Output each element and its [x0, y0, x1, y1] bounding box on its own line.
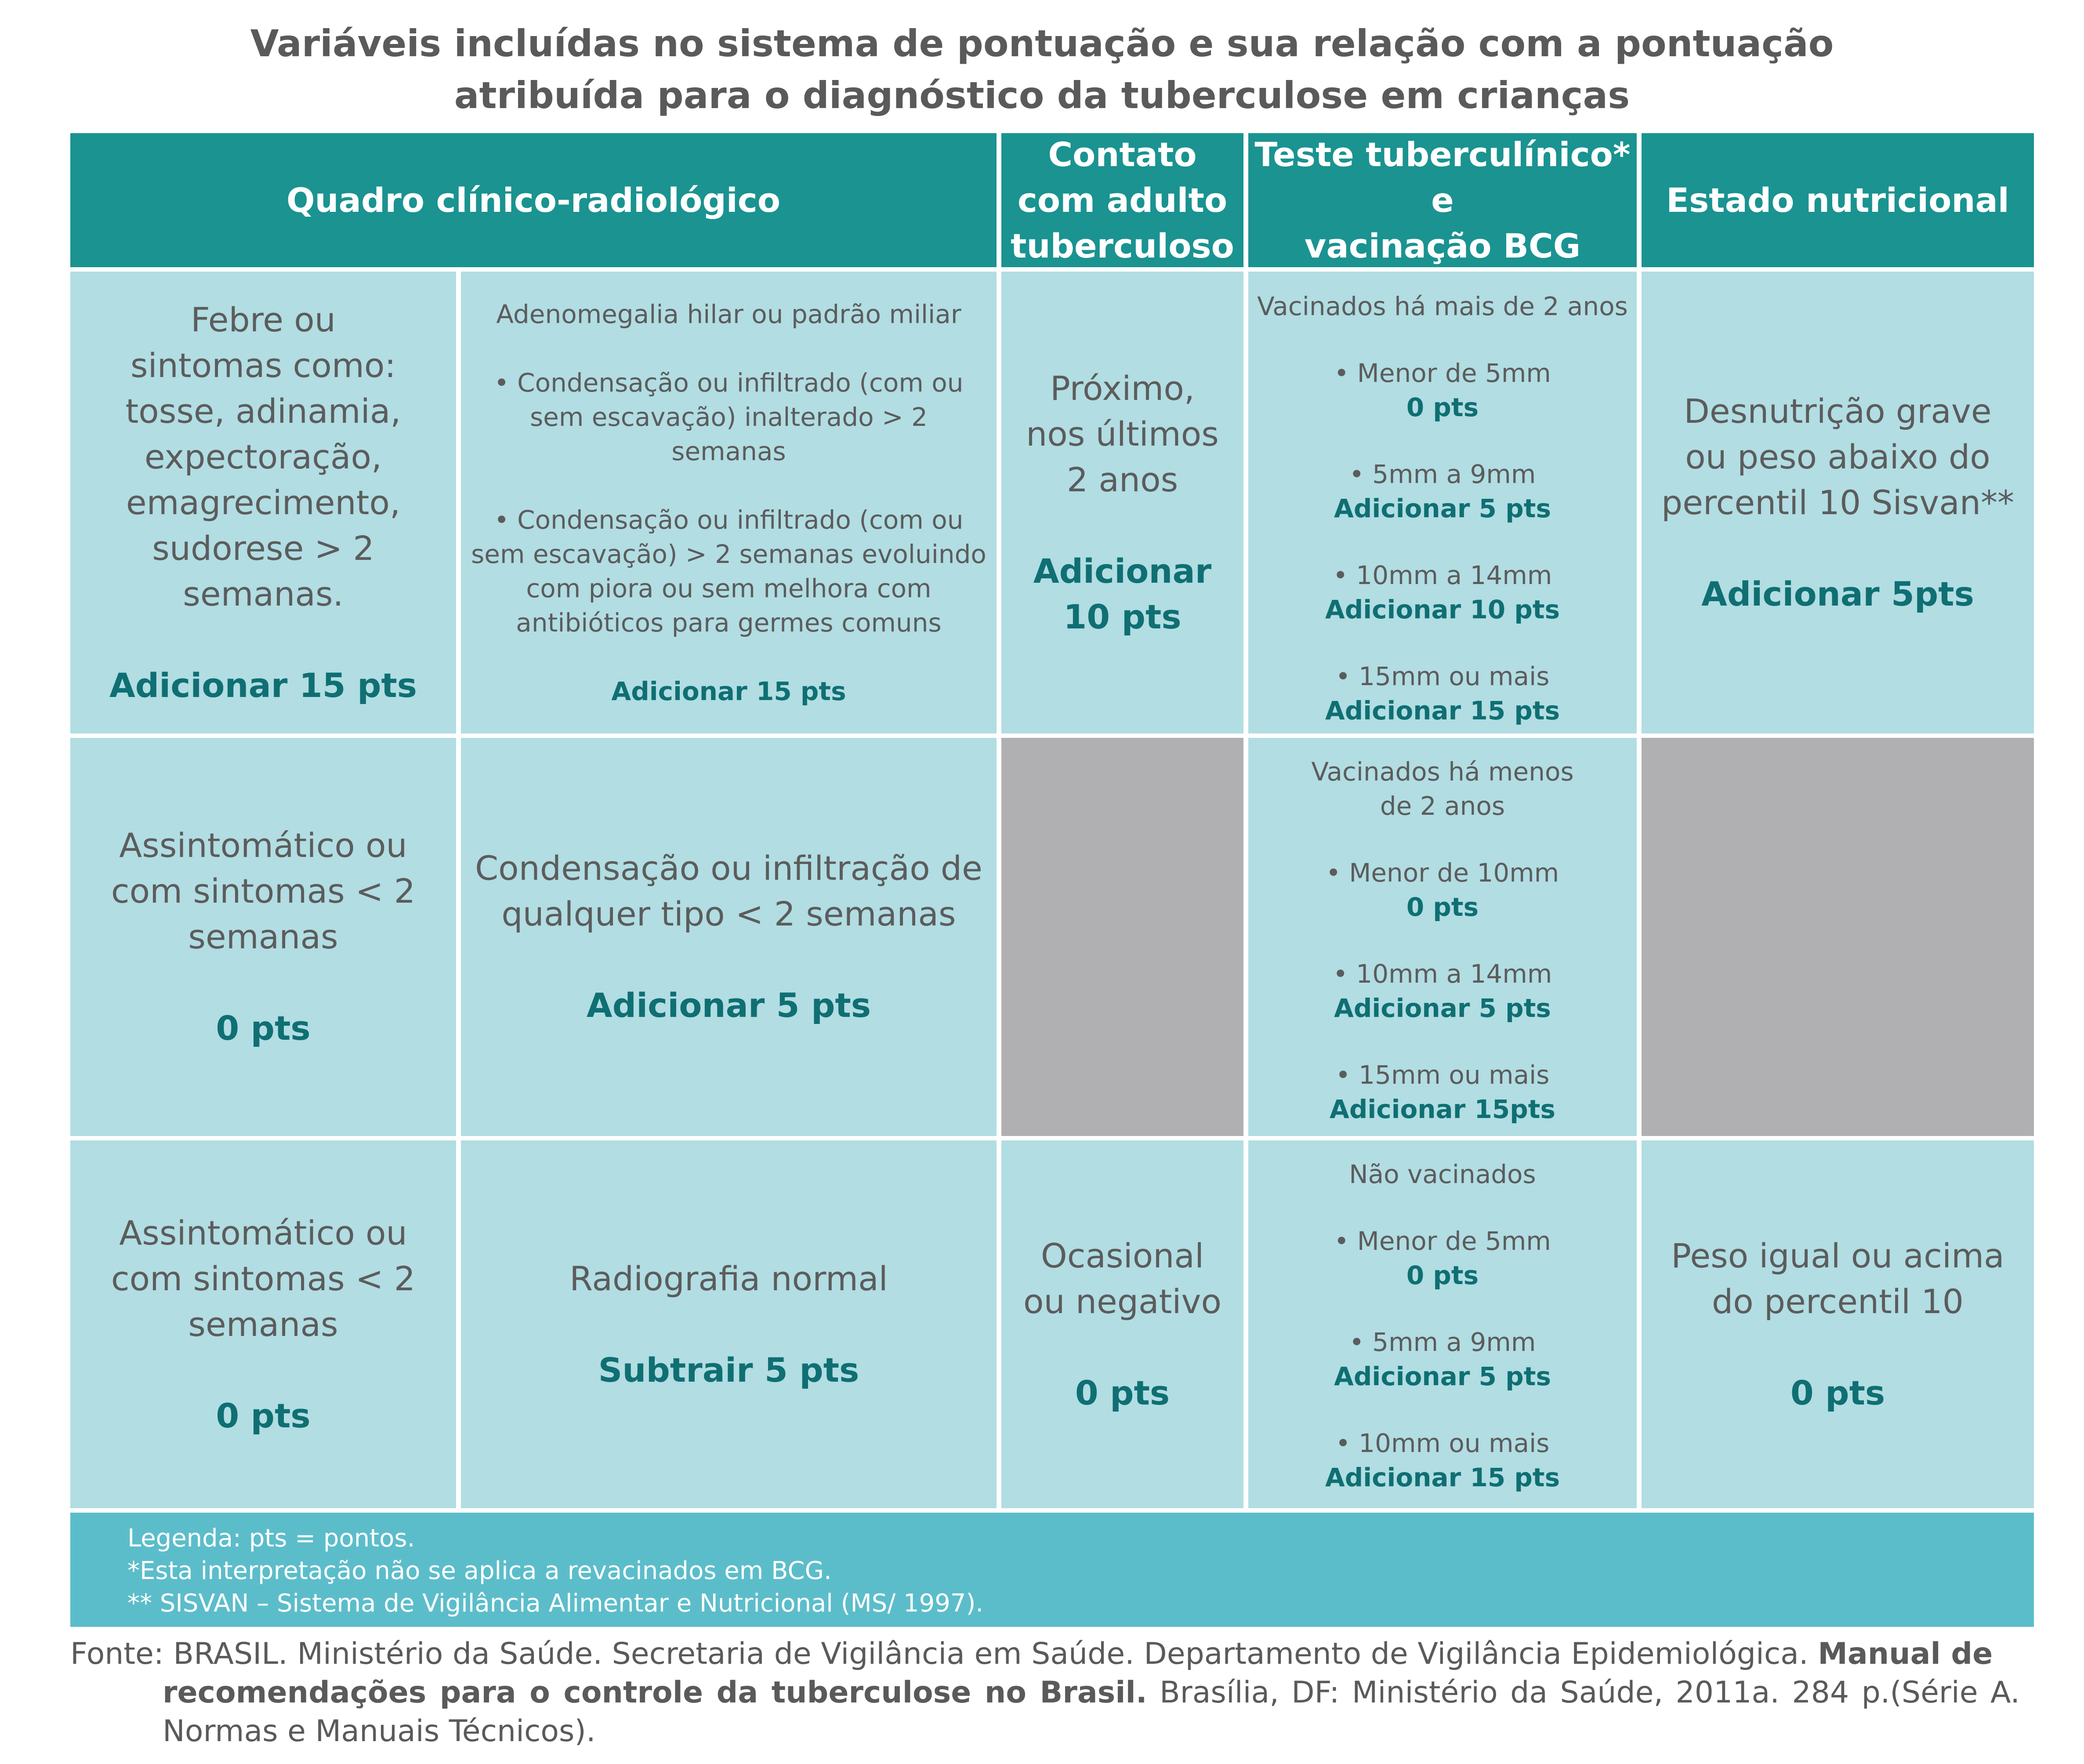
cell-text: Desnutrição grave — [1684, 391, 1992, 431]
header-clinico-radiologico — [70, 133, 997, 267]
points-label: Adicionar 5pts — [1701, 574, 1974, 613]
points-label: Adicionar 15 pts — [1325, 696, 1560, 726]
cell-text: do percentil 10 — [1711, 1281, 1964, 1321]
teste-item — [1325, 659, 1560, 728]
legend-line: Legenda: pts = pontos. — [127, 1524, 415, 1553]
points-label: 0 pts — [1406, 1260, 1479, 1290]
title-line-2: atribuída para o diagnóstico da tuberculose em crianças — [454, 74, 1630, 117]
cell-text: 2 anos — [1066, 460, 1178, 499]
legend — [70, 1513, 2034, 1627]
points-label: Adicionar 15pts — [1329, 1094, 1556, 1124]
cell-text: ou negativo — [1023, 1281, 1221, 1321]
points-line: Adicionar — [1033, 551, 1212, 591]
cell-text: Vacinados há mais de 2 anos — [1257, 291, 1628, 321]
row2-teste-cell — [1248, 738, 1637, 1136]
cell-text: sem escavação) inalterado > 2 semanas — [529, 402, 928, 466]
cell-text: de 2 anos — [1380, 791, 1505, 821]
citation-indent — [70, 1673, 2020, 1751]
row1-radiologico-cell — [461, 272, 997, 733]
cell-text: ou peso abaixo do — [1685, 437, 1990, 476]
cell-text: Próximo, — [1050, 368, 1195, 408]
points-label: Adicionar 5 pts — [1334, 993, 1551, 1023]
radiologico-item-2 — [471, 503, 986, 640]
row1-contato-cell — [1001, 272, 1243, 733]
teste-item — [1334, 1224, 1551, 1292]
row1-clinico-cell — [70, 272, 456, 733]
teste-item — [1330, 1058, 1555, 1126]
teste-item — [1334, 457, 1551, 526]
item-label: • Menor de 5mm — [1334, 358, 1551, 388]
teste-item — [1334, 356, 1551, 425]
item-label: • Menor de 10mm — [1326, 858, 1559, 888]
cell-text: percentil 10 Sisvan** — [1661, 483, 2014, 522]
points-label: Subtrair 5 pts — [598, 1350, 859, 1390]
page-title — [0, 18, 2084, 121]
citation-bold: Manual de — [1818, 1637, 1993, 1671]
row2-clinico-cell — [70, 738, 456, 1136]
cell-text: nos últimos — [1026, 414, 1219, 454]
cell-text: Condensação ou infiltração de — [475, 849, 982, 888]
row2-contato-empty-cell — [1001, 738, 1243, 1136]
header-contato-line: com adulto — [1017, 180, 1228, 220]
teste-item — [1333, 957, 1552, 1025]
item-label: • 15mm ou mais — [1335, 661, 1550, 691]
points-label: 0 pts — [1790, 1373, 1885, 1412]
cell-text: Peso igual ou acima — [1671, 1236, 2004, 1275]
row3-contato-cell — [1001, 1140, 1243, 1508]
cell-text: sudorese > 2 — [152, 528, 374, 568]
row1-teste-cell — [1248, 272, 1637, 733]
cell-text: Vacinados há menos — [1311, 757, 1574, 787]
header-estado-nutricional — [1642, 133, 2034, 267]
item-label: • 5mm a 9mm — [1349, 1327, 1536, 1357]
item-label: • 10mm ou mais — [1335, 1428, 1550, 1458]
cell-text: Febre ou — [191, 300, 336, 339]
cell-text: Assintomático ou — [119, 1213, 407, 1252]
points-label: Adicionar 5 pts — [1334, 1361, 1551, 1391]
source-citation — [70, 1635, 2020, 1751]
cell-text: Radiografia normal — [569, 1259, 888, 1298]
cell-text: sem escavação) > 2 semanas evoluindo — [471, 539, 986, 569]
row2-radiologico-cell — [461, 738, 997, 1136]
cell-text: com sintomas < 2 — [111, 1259, 416, 1298]
points-label: Adicionar 15 pts — [109, 665, 417, 705]
row3-teste-cell — [1248, 1140, 1637, 1508]
points-label: 0 pts — [216, 1009, 311, 1048]
cell-text: • Condensação ou infiltrado (com ou — [494, 367, 964, 398]
points-label: Adicionar 5 pts — [586, 986, 871, 1025]
cell-text: Adenomegalia hilar ou padrão miliar — [496, 299, 961, 329]
cell-text: antibióticos para germes comuns — [516, 607, 942, 638]
header-teste-line: vacinação BCG — [1304, 226, 1581, 265]
legend-line: *Esta interpretação não se aplica a revacinados em BCG. — [127, 1557, 832, 1585]
points-label: Adicionar 5 pts — [1334, 494, 1551, 523]
row3-clinico-cell — [70, 1140, 456, 1508]
title-line-1: Variáveis incluídas no sistema de pontuação e sua relação com a pontuação — [250, 22, 1834, 65]
teste-item — [1334, 1325, 1551, 1394]
citation-text: Fonte: BRASIL. Ministério da Saúde. Secretaria de Vigilância em Saúde. Departamento de Vigilância Epidemiológica. — [70, 1637, 1809, 1671]
item-label: • 10mm a 14mm — [1333, 959, 1552, 989]
legend-line: ** SISVAN – Sistema de Vigilância Alimentar e Nutricional (MS/ 1997). — [127, 1589, 984, 1618]
citation-bold: recomendações para o controle da tuberculose no Brasil. — [163, 1675, 1147, 1710]
header-contato — [1001, 133, 1243, 267]
points-line: 10 pts — [1063, 597, 1182, 636]
header-teste-tuberculinico — [1248, 133, 1637, 267]
item-label: • 15mm ou mais — [1335, 1060, 1550, 1090]
teste-item — [1325, 558, 1560, 627]
points-label: Adicionar 15 pts — [611, 676, 846, 706]
points-label: Adicionar 10 pts — [1325, 595, 1560, 624]
header-contato-line: tuberculoso — [1011, 226, 1234, 265]
cell-text: sintomas como: — [130, 345, 396, 385]
teste-item — [1325, 1426, 1560, 1495]
cell-text: tosse, adinamia, — [125, 391, 401, 431]
cell-text: semanas — [188, 917, 338, 956]
teste-item — [1326, 856, 1559, 924]
citation-text: Brasília, DF: Ministério da Saúde, 2011a. 284 p.(Série A. Normas e Manuais — [163, 1675, 2020, 1749]
radiologico-item-1 — [470, 366, 988, 468]
points-label: 0 pts — [1406, 392, 1479, 422]
cell-text: semanas. — [183, 574, 344, 613]
scoring-table — [70, 133, 2020, 1636]
points-label: Adicionar 15 pts — [1325, 1463, 1560, 1492]
cell-text: com piora ou sem melhora com — [526, 573, 931, 603]
header-clinico-label: Quadro clínico-radiológico — [286, 180, 781, 220]
cell-text: Assintomático ou — [119, 826, 407, 865]
row3-radiologico-cell — [461, 1140, 997, 1508]
points-label: 0 pts — [1406, 892, 1479, 922]
header-nutricional-label: Estado nutricional — [1666, 180, 2009, 220]
header-teste-line: Teste tuberculínico* e — [1254, 134, 1631, 220]
points-label: 0 pts — [216, 1396, 311, 1435]
cell-text: semanas — [188, 1304, 338, 1344]
cell-text: Ocasional — [1040, 1236, 1204, 1275]
cell-text: expectoração, — [144, 437, 382, 476]
item-label: • Menor de 5mm — [1334, 1226, 1551, 1256]
row2-nutricional-empty-cell — [1642, 738, 2034, 1136]
cell-text: Não vacinados — [1349, 1159, 1536, 1189]
cell-text: qualquer tipo < 2 semanas — [501, 894, 956, 933]
points-label: 0 pts — [1075, 1373, 1170, 1412]
cell-text: emagrecimento, — [126, 483, 401, 522]
row1-nutricional-cell — [1642, 272, 2034, 733]
item-label: • 5mm a 9mm — [1349, 459, 1536, 489]
cell-text: com sintomas < 2 — [111, 871, 416, 911]
citation-text: Técnicos). — [449, 1714, 596, 1749]
item-label: • 10mm a 14mm — [1333, 560, 1552, 590]
points-label — [1033, 548, 1211, 640]
header-contato-line: Contato — [1048, 134, 1197, 174]
cell-text: • Condensação ou infiltrado (com ou — [494, 505, 964, 535]
row3-nutricional-cell — [1642, 1140, 2034, 1508]
